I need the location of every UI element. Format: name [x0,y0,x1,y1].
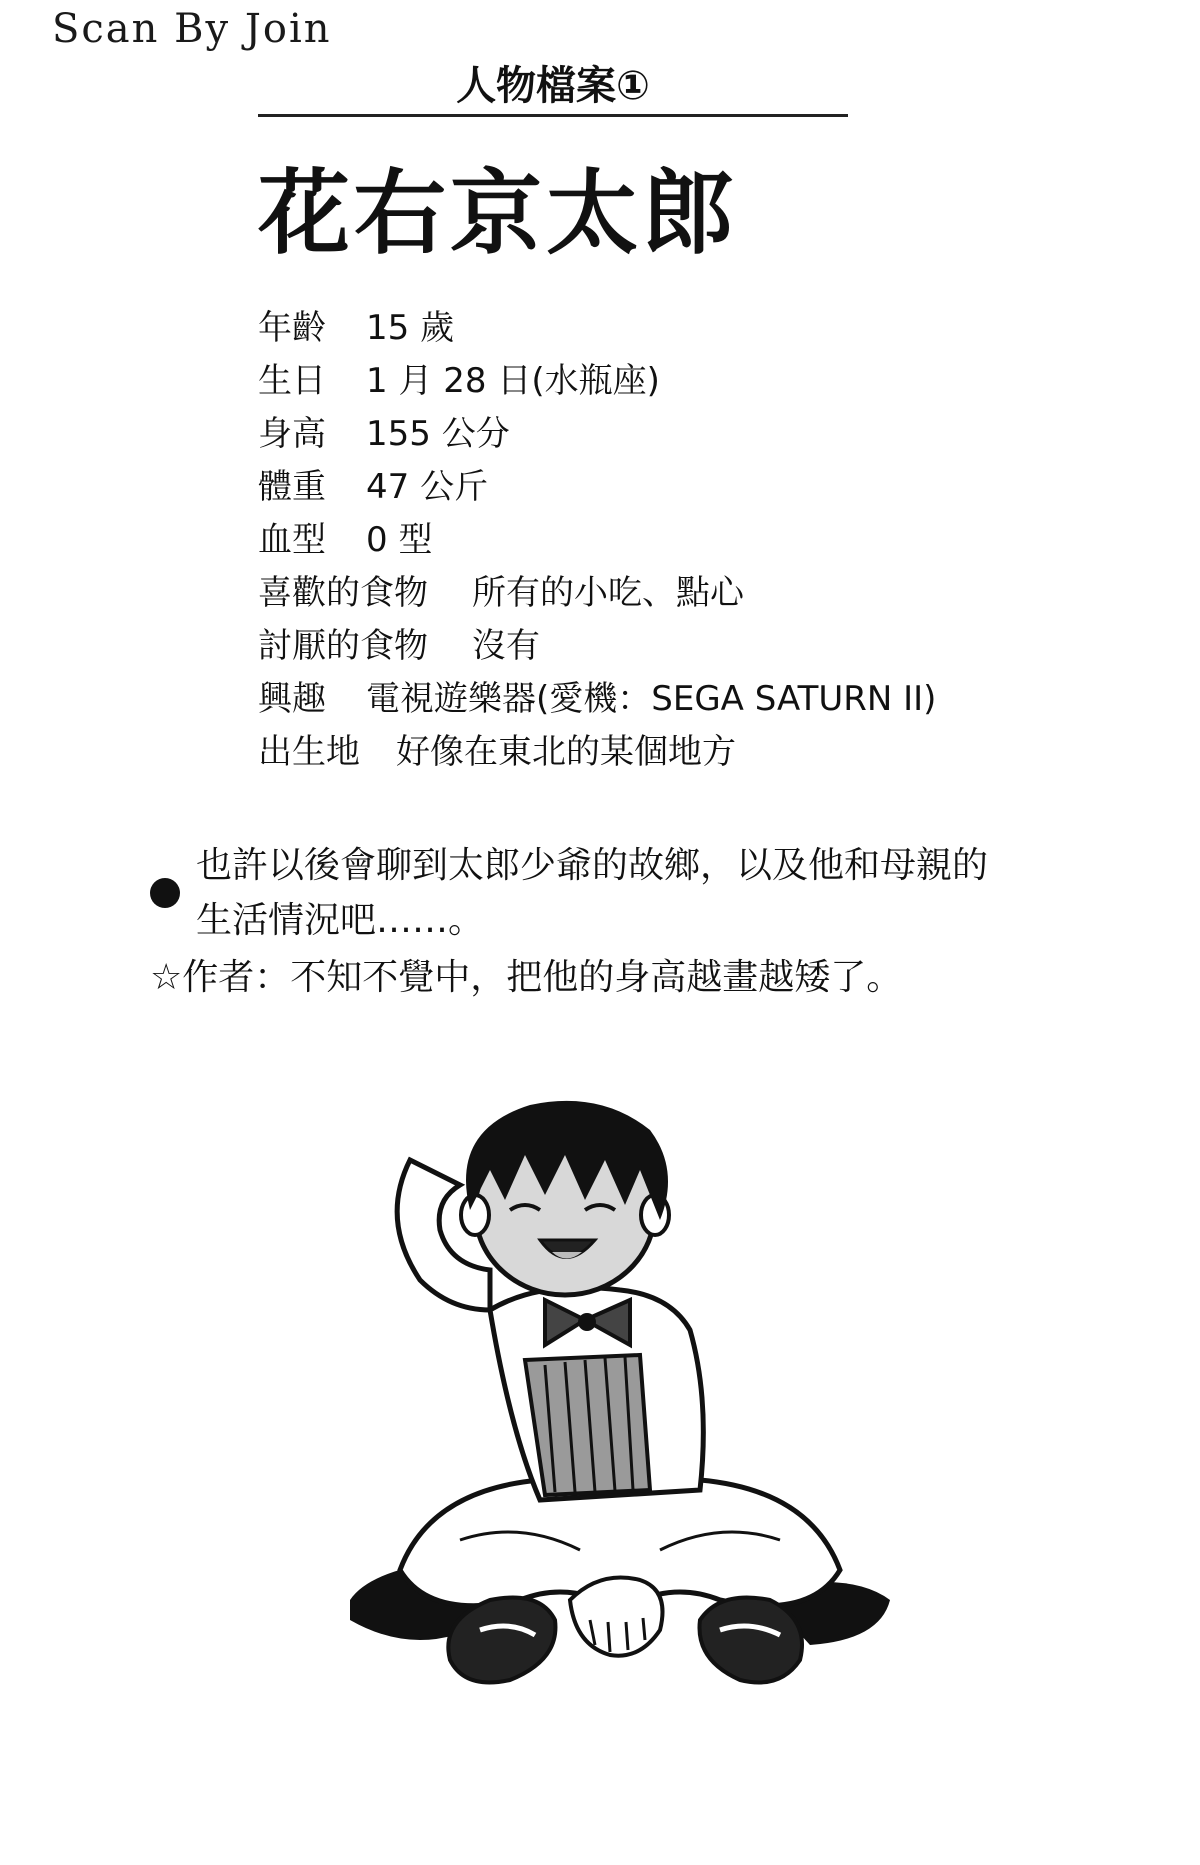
profile-label: 喜歡的食物 [258,573,428,613]
bullet-note [150,838,1070,948]
profile-value: 電視遊樂器(愛機：SEGA SATURN II) [366,679,937,719]
profile-row-weight [258,461,936,514]
profile-value: 好像在東北的某個地方 [396,732,736,772]
shoe-right [700,1598,803,1683]
profile-row-height [258,408,936,461]
profile-value: 15 歲 [366,308,455,348]
bullet-note-line-1: 也許以後會聊到太郎少爺的故鄉，以及他和母親的 [196,845,989,886]
profile-row-hobby [258,673,936,726]
profile-label: 生日 [258,361,326,401]
profile-row-birthday [258,355,936,408]
hands [570,1578,663,1656]
profile-table [258,302,936,779]
profile-label: 血型 [258,520,326,560]
bullet-note-line-2: 生活情況吧……。 [196,900,485,941]
scan-credit: Scan By Join [52,6,332,52]
profile-row-favorite-food [258,567,936,620]
profile-label: 身高 [258,414,326,454]
profile-value: 0 型 [366,520,433,560]
profile-label: 年齡 [258,308,326,348]
profile-label: 興趣 [258,679,326,719]
profile-row-age [258,302,936,355]
character-illustration [340,1100,900,1750]
author-note: ☆作者：不知不覺中，把他的身高越畫越矮了。 [150,957,903,998]
profile-row-birthplace [258,726,936,779]
profile-value: 1 月 28 日(水瓶座) [366,361,660,401]
section-title: 人物檔案① [456,63,650,109]
notes-section [150,838,1070,1005]
profile-value: 沒有 [472,626,540,666]
profile-row-blood-type [258,514,936,567]
profile-label: 討厭的食物 [258,626,428,666]
title-divider [258,114,848,117]
character-name: 花右京太郎 [258,160,739,267]
profile-label: 出生地 [258,732,360,772]
profile-value: 47 公斤 [366,467,489,507]
profile-label: 體重 [258,467,326,507]
profile-value: 155 公分 [366,414,510,454]
profile-row-disliked-food [258,620,936,673]
profile-value: 所有的小吃、點心 [472,573,744,613]
bullet-dot-icon [150,838,196,948]
